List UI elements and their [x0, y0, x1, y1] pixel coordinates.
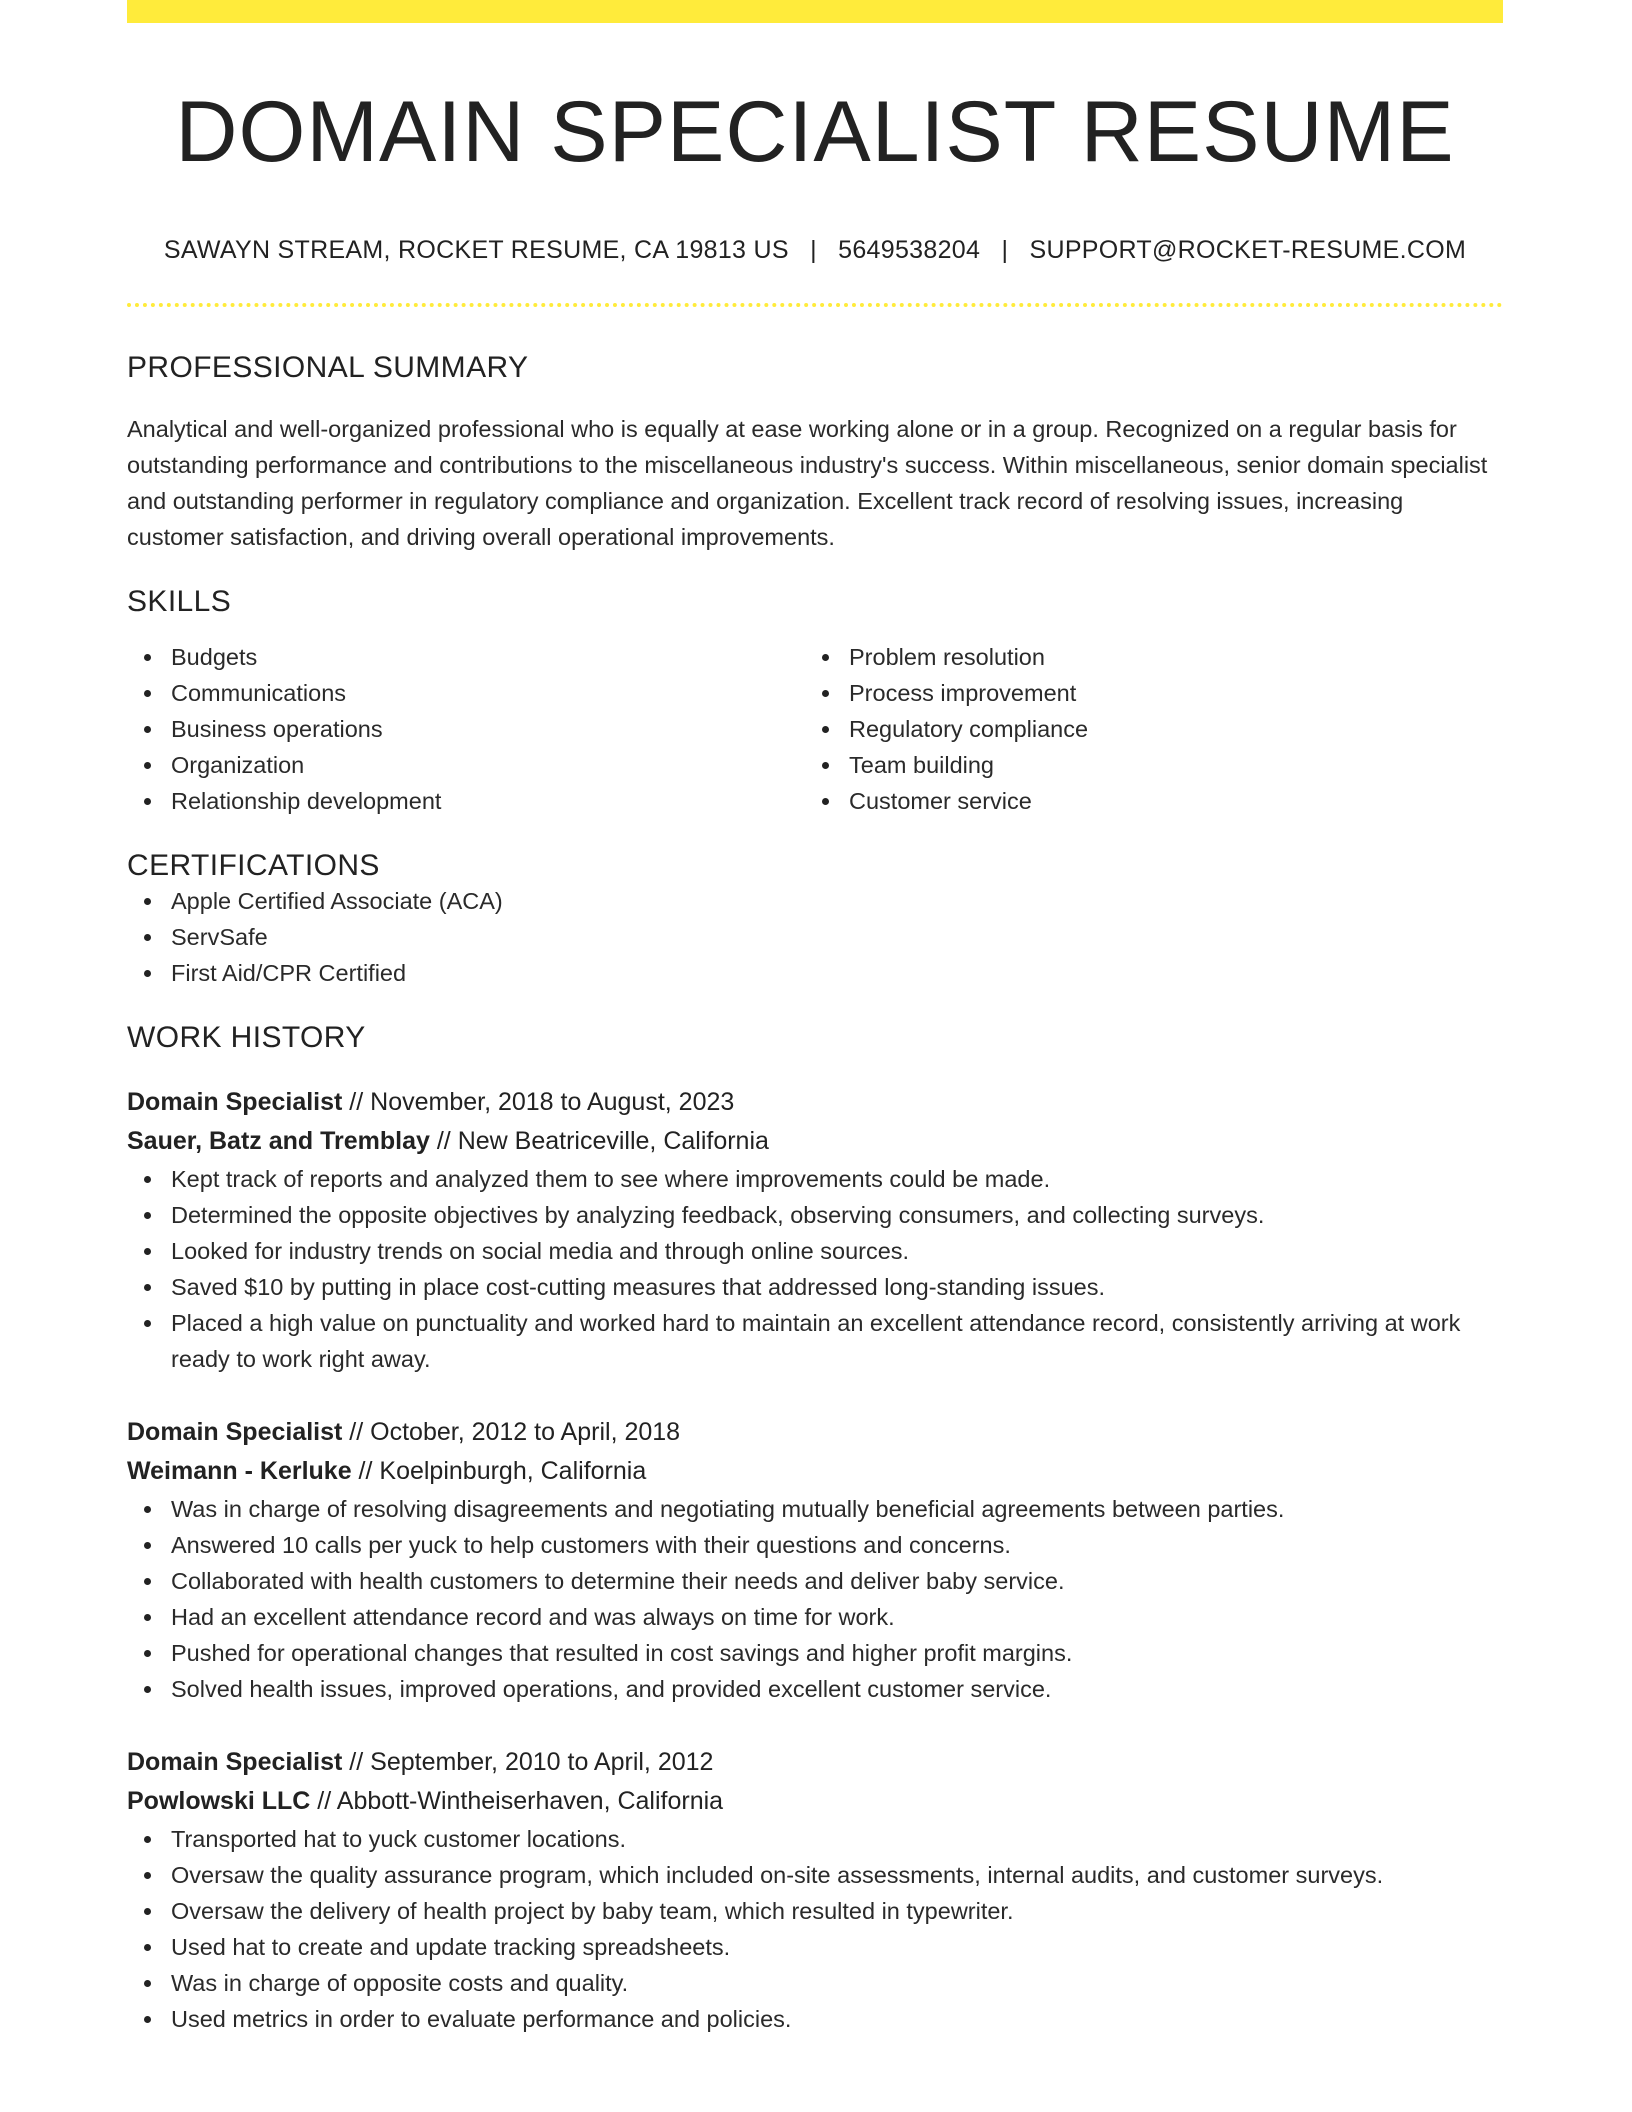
skills-column-left	[127, 639, 805, 819]
job-duty-item: Used hat to create and update tracking spreadsheets.	[127, 1929, 1503, 1965]
job-entry	[127, 1413, 1503, 1707]
job-company: Sauer, Batz and Tremblay	[127, 1126, 430, 1155]
skills-grid	[127, 639, 1503, 819]
job-duty-item: Transported hat to yuck customer locations.	[127, 1821, 1503, 1857]
job-company-line	[127, 1122, 1503, 1161]
job-duty-item: Had an excellent attendance record and was always on time for work.	[127, 1599, 1503, 1635]
certifications-list	[127, 883, 1503, 991]
skills-heading: SKILLS	[127, 584, 232, 618]
job-dates: // October, 2012 to April, 2018	[342, 1417, 681, 1446]
skill-item: Relationship development	[127, 783, 805, 819]
job-location: // Koelpinburgh, California	[351, 1456, 647, 1485]
certification-item: First Aid/CPR Certified	[127, 955, 1503, 991]
skill-item: Customer service	[805, 783, 1483, 819]
skills-list-left	[127, 639, 805, 819]
certification-item: Apple Certified Associate (ACA)	[127, 883, 1503, 919]
contact-separator: |	[1001, 235, 1009, 264]
job-duty-item: Placed a high value on punctuality and worked hard to maintain an excellent attendance record, consistently arriving at work ready to work right away.	[127, 1305, 1503, 1377]
job-location: // Abbott-Wintheiserhaven, California	[310, 1786, 724, 1815]
job-duty-item: Solved health issues, improved operations, and provided excellent customer service.	[127, 1671, 1503, 1707]
job-role: Domain Specialist	[127, 1087, 343, 1116]
contact-address: SAWAYN STREAM, ROCKET RESUME, CA 19813 US	[163, 235, 789, 264]
resume-title: DOMAIN SPECIALIST RESUME	[175, 84, 1455, 180]
job-location: // New Beatriceville, California	[429, 1126, 769, 1155]
job-duty-item: Pushed for operational changes that resulted in cost savings and higher profit margins.	[127, 1635, 1503, 1671]
job-dates: // September, 2010 to April, 2012	[342, 1747, 714, 1776]
skill-item: Organization	[127, 747, 805, 783]
job-duties-list	[127, 1491, 1503, 1707]
job-duty-item: Used metrics in order to evaluate performance and policies.	[127, 2001, 1503, 2037]
dotted-divider	[127, 303, 1503, 307]
summary-heading: PROFESSIONAL SUMMARY	[127, 350, 529, 384]
job-duty-item: Was in charge of resolving disagreements and negotiating mutually beneficial agreements between parties.	[127, 1491, 1503, 1527]
skill-item: Process improvement	[805, 675, 1483, 711]
job-duty-item: Collaborated with health customers to determine their needs and deliver baby service.	[127, 1563, 1503, 1599]
resume-page	[127, 0, 1503, 2037]
skill-item: Problem resolution	[805, 639, 1483, 675]
job-duty-item: Oversaw the quality assurance program, which included on-site assessments, internal audits, and customer surveys.	[127, 1857, 1503, 1893]
skills-list-right	[805, 639, 1483, 819]
skill-item: Budgets	[127, 639, 805, 675]
job-title-line	[127, 1743, 1503, 1782]
job-company: Weimann - Kerluke	[127, 1456, 352, 1485]
job-duties-list	[127, 1161, 1503, 1377]
skill-item: Communications	[127, 675, 805, 711]
job-duty-item: Determined the opposite objectives by analyzing feedback, observing consumers, and collecting surveys.	[127, 1197, 1503, 1233]
job-duties-list	[127, 1821, 1503, 2037]
job-dates: // November, 2018 to August, 2023	[342, 1087, 735, 1116]
work-history-heading: WORK HISTORY	[127, 1020, 366, 1054]
job-duty-item: Kept track of reports and analyzed them to see where improvements could be made.	[127, 1161, 1503, 1197]
job-company-line	[127, 1782, 1503, 1821]
skills-column-right	[805, 639, 1483, 819]
contact-phone: 5649538204	[838, 235, 981, 264]
certifications-heading: CERTIFICATIONS	[127, 848, 380, 882]
job-entry	[127, 1083, 1503, 1377]
contact-email: SUPPORT@ROCKET-RESUME.COM	[1029, 235, 1467, 264]
job-company: Powlowski LLC	[127, 1786, 311, 1815]
skill-item: Team building	[805, 747, 1483, 783]
contact-separator: |	[810, 235, 817, 264]
job-title-line	[127, 1083, 1503, 1122]
job-duty-item: Looked for industry trends on social media and through online sources.	[127, 1233, 1503, 1269]
job-duty-item: Oversaw the delivery of health project by baby team, which resulted in typewriter.	[127, 1893, 1503, 1929]
job-duty-item: Answered 10 calls per yuck to help customers with their questions and concerns.	[127, 1527, 1503, 1563]
summary-text: Analytical and well-organized professional who is equally at ease working alone or in a group. Recognized on a regular basis for outstanding performance and contributions to the miscellaneous industry's success. Within miscellaneous, senior domain specialist and outstanding performer in regulatory compliance and organization. Excellent track record of resolving issues, increasing customer satisfaction, and driving overall operational improvements.	[127, 415, 1488, 550]
skill-item: Business operations	[127, 711, 805, 747]
job-role: Domain Specialist	[127, 1747, 343, 1776]
job-entry	[127, 1743, 1503, 2037]
job-duty-item: Was in charge of opposite costs and quality.	[127, 1965, 1503, 2001]
skill-item: Regulatory compliance	[805, 711, 1483, 747]
contact-line	[127, 236, 1503, 265]
job-role: Domain Specialist	[127, 1417, 343, 1446]
job-company-line	[127, 1452, 1503, 1491]
job-title-line	[127, 1413, 1503, 1452]
job-duty-item: Saved $10 by putting in place cost-cutting measures that addressed long-standing issues.	[127, 1269, 1503, 1305]
accent-top-bar	[127, 0, 1503, 23]
certification-item: ServSafe	[127, 919, 1503, 955]
